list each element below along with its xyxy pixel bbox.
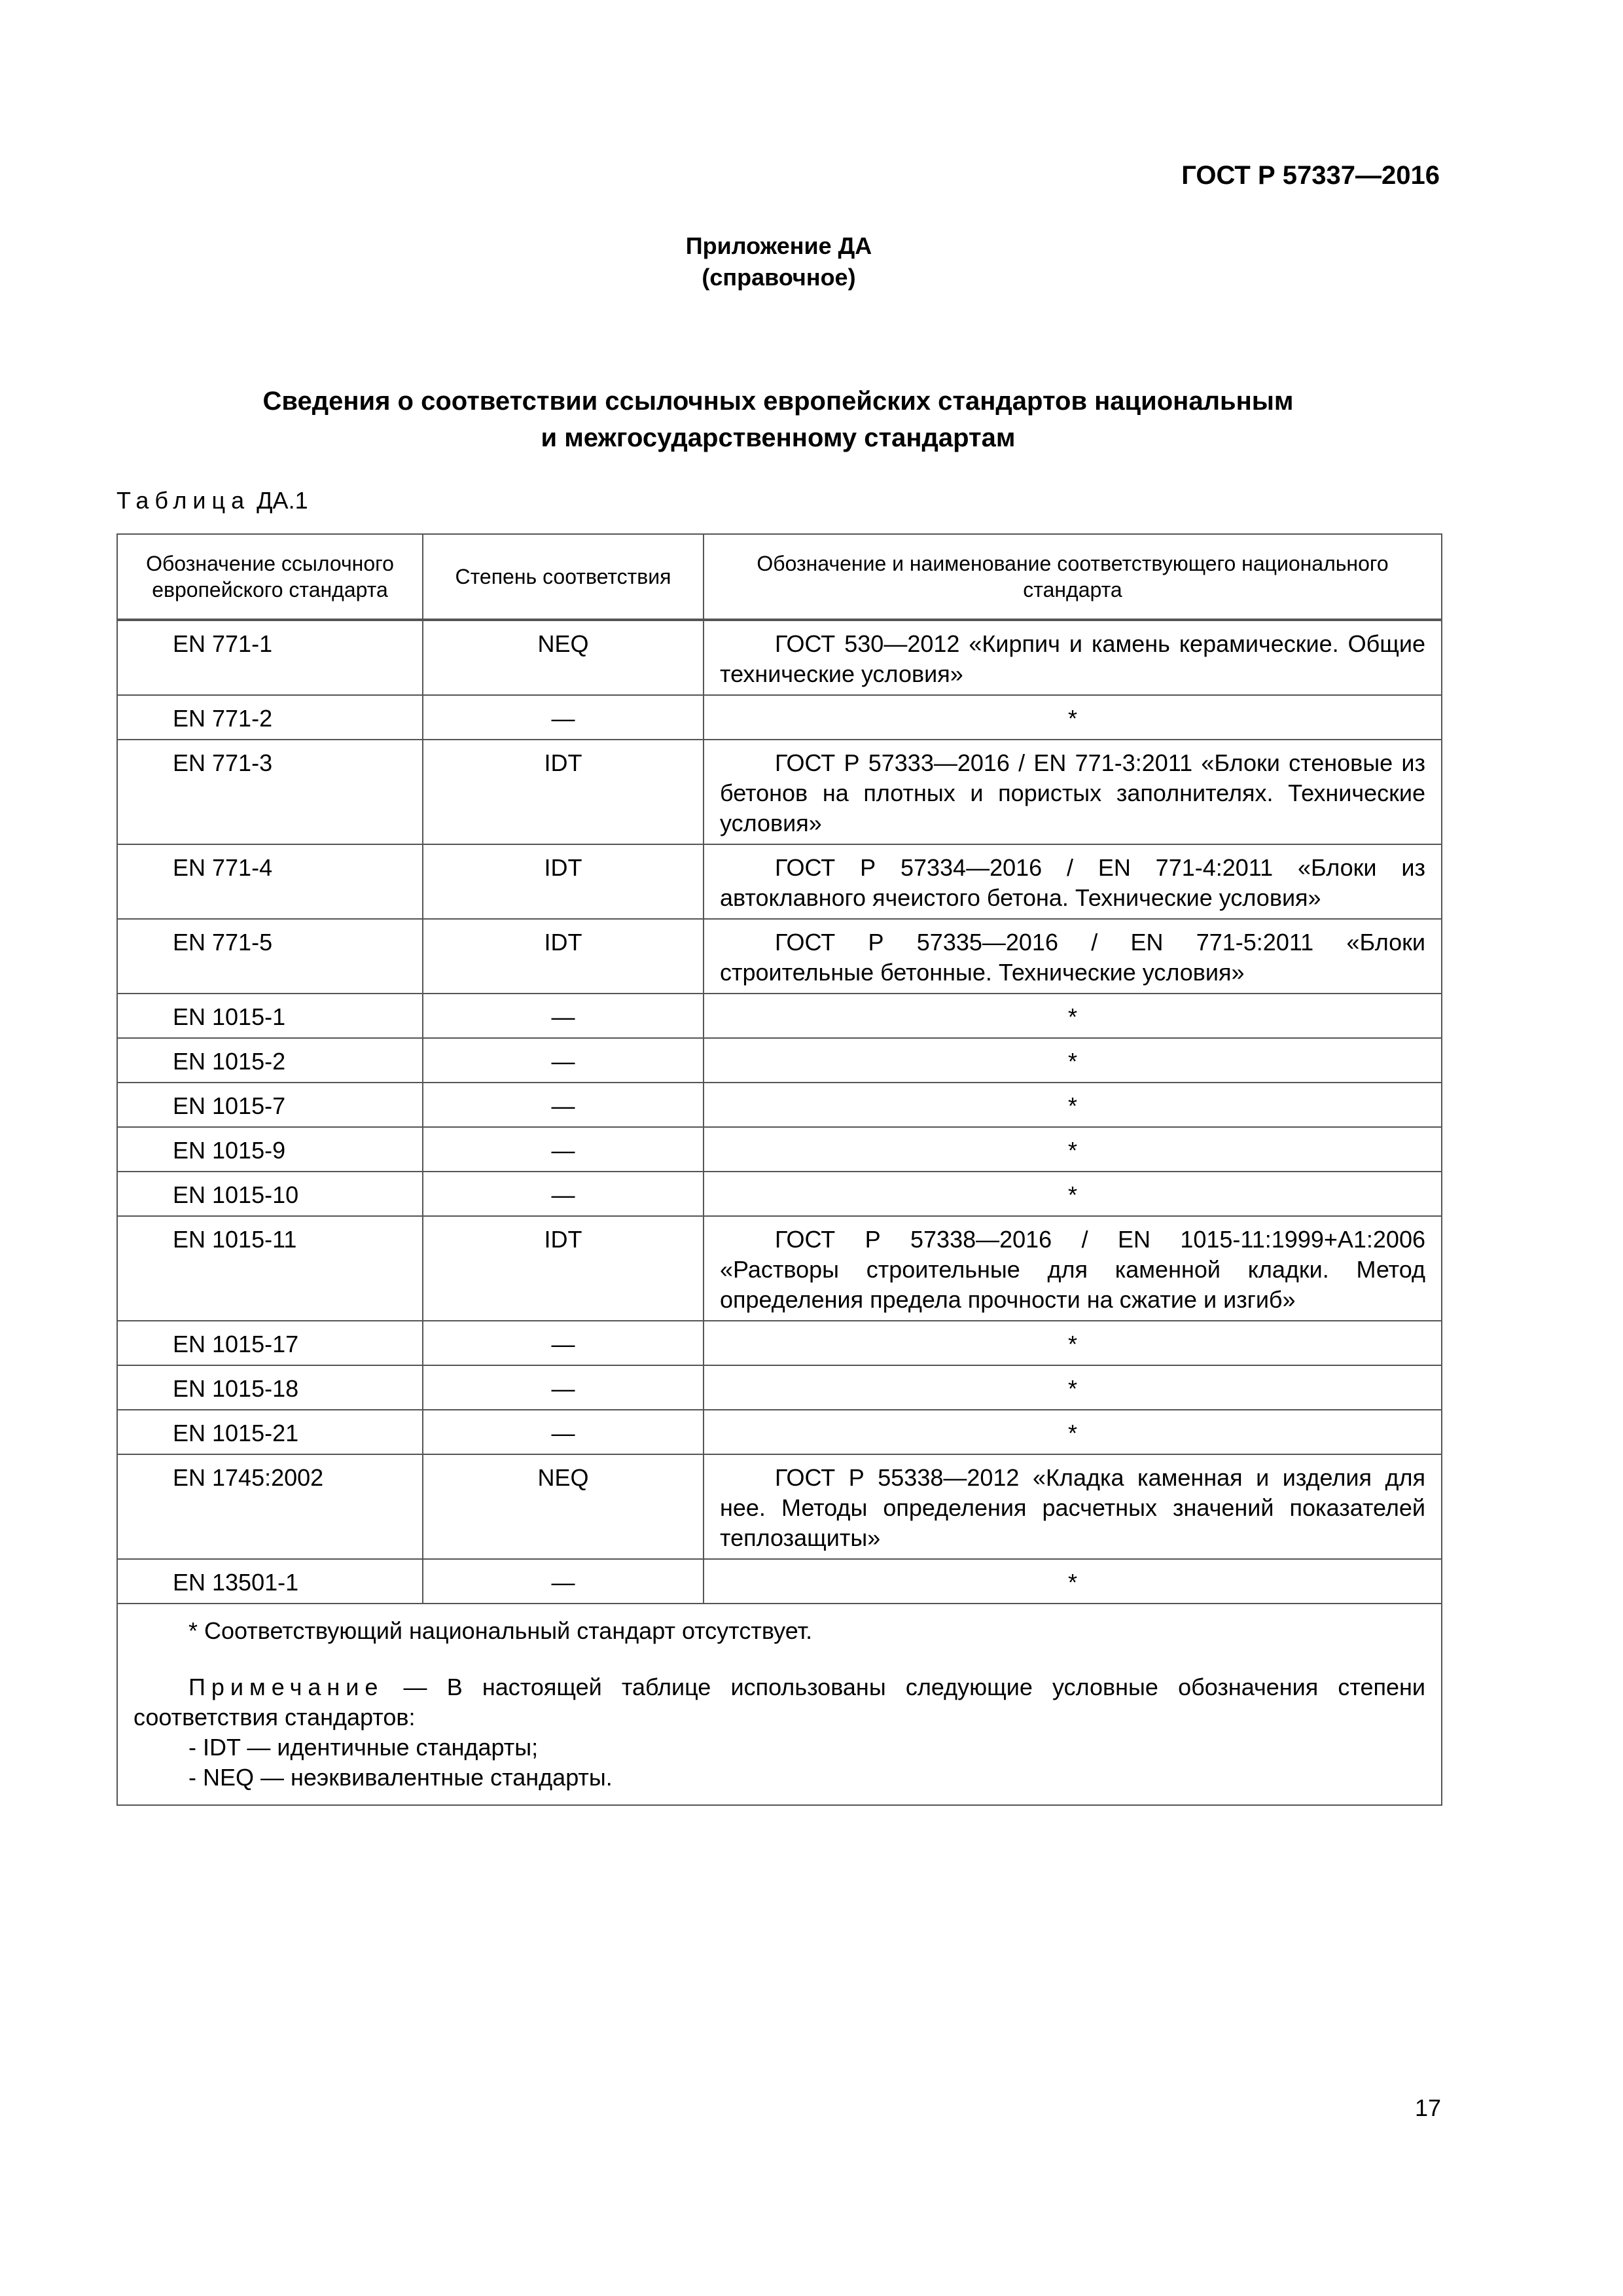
cell-national-standard: * — [704, 1083, 1442, 1127]
table-row — [117, 1559, 1442, 1604]
table-row — [117, 695, 1442, 740]
cell-national-standard: * — [704, 1410, 1442, 1454]
document-code: ГОСТ Р 57337—2016 — [1181, 161, 1440, 190]
table-row — [117, 1038, 1442, 1083]
table-row — [117, 1365, 1442, 1410]
note-text: — В настоящей таблице использованы следующие условные обозначения степени соответствия стандартов: — [134, 1674, 1425, 1731]
table-row — [117, 1321, 1442, 1365]
cell-national-standard: * — [704, 994, 1442, 1038]
cell-degree: NEQ — [423, 1454, 704, 1559]
table-row — [117, 994, 1442, 1038]
cell-national-standard: * — [704, 1127, 1442, 1172]
cell-degree: NEQ — [423, 620, 704, 695]
cell-national-standard: * — [704, 1365, 1442, 1410]
table-caption-word: Таблица — [116, 487, 251, 514]
table-row — [117, 1127, 1442, 1172]
cell-standard-code: EN 1015-21 — [117, 1410, 423, 1454]
cell-national-standard: * — [704, 1559, 1442, 1604]
cell-degree: — — [423, 1321, 704, 1365]
appendix-heading — [0, 230, 1558, 293]
cell-standard-code: EN 771-2 — [117, 695, 423, 740]
cell-standard-code: EN 771-3 — [117, 740, 423, 844]
cell-degree: — — [423, 1410, 704, 1454]
appendix-type: (справочное) — [702, 264, 856, 291]
cell-national-standard: * — [704, 695, 1442, 740]
cell-national-standard: * — [704, 1038, 1442, 1083]
table-row — [117, 1454, 1442, 1559]
page-number: 17 — [1414, 2094, 1441, 2121]
note-label: Примечание — [188, 1674, 384, 1700]
cell-standard-code: EN 1015-18 — [117, 1365, 423, 1410]
note-paragraph — [134, 1672, 1425, 1732]
cell-standard-code: EN 771-4 — [117, 844, 423, 919]
cell-national-standard: ГОСТ Р 57335—2016 / EN 771-5:2011 «Блоки строительные бетонные. Технические условия» — [704, 919, 1442, 994]
cell-degree: — — [423, 994, 704, 1038]
cell-national-standard: * — [704, 1321, 1442, 1365]
table-caption-number: ДА.1 — [257, 487, 308, 514]
table-row — [117, 1172, 1442, 1216]
cell-degree: — — [423, 695, 704, 740]
table-row — [117, 1083, 1442, 1127]
header-national-standard: Обозначение и наименование соответствующего национального стандарта — [704, 534, 1442, 620]
cell-national-standard: ГОСТ Р 57333—2016 / EN 771-3:2011 «Блоки стеновые из бетонов на плотных и пористых заполнителях. Технические условия» — [704, 740, 1442, 844]
cell-national-standard: ГОСТ Р 57334—2016 / EN 771-4:2011 «Блоки из автоклавного ячеистого бетона. Технические условия» — [704, 844, 1442, 919]
cell-standard-code: EN 1015-2 — [117, 1038, 423, 1083]
section-heading-line-1: Сведения о соответствии ссылочных европейских стандартов национальным — [262, 387, 1294, 416]
footnote: * Соответствующий национальный стандарт отсутствует. — [188, 1617, 813, 1644]
table-row — [117, 844, 1442, 919]
cell-degree: IDT — [423, 844, 704, 919]
correspondence-table — [116, 533, 1442, 1806]
cell-degree: IDT — [423, 740, 704, 844]
cell-national-standard: ГОСТ Р 55338—2012 «Кладка каменная и изделия для нее. Методы определения расчетных значений показателей теплозащиты» — [704, 1454, 1442, 1559]
cell-standard-code: EN 1015-11 — [117, 1216, 423, 1321]
table-row — [117, 740, 1442, 844]
cell-degree: — — [423, 1127, 704, 1172]
cell-degree: — — [423, 1559, 704, 1604]
cell-degree: — — [423, 1172, 704, 1216]
cell-standard-code: EN 1015-1 — [117, 994, 423, 1038]
table-header-row — [117, 534, 1442, 620]
table-row — [117, 919, 1442, 994]
table-row — [117, 620, 1442, 695]
cell-standard-code: EN 771-1 — [117, 620, 423, 695]
cell-standard-code: EN 1745:2002 — [117, 1454, 423, 1559]
cell-degree: — — [423, 1038, 704, 1083]
cell-degree: — — [423, 1083, 704, 1127]
cell-degree: IDT — [423, 1216, 704, 1321]
section-heading — [116, 383, 1440, 456]
cell-national-standard: ГОСТ Р 57338—2016 / EN 1015-11:1999+A1:2006 «Растворы строительные для каменной кладки. Метод определения предела прочности на сжатие и изгиб» — [704, 1216, 1442, 1321]
cell-standard-code: EN 1015-17 — [117, 1321, 423, 1365]
cell-standard-code: EN 13501-1 — [117, 1559, 423, 1604]
table-row — [117, 1216, 1442, 1321]
note-item-idt: - IDT — идентичные стандарты; — [188, 1734, 539, 1761]
header-degree: Степень соответствия — [423, 534, 704, 620]
section-heading-line-2: и межгосударственному стандартам — [541, 423, 1016, 452]
appendix-title: Приложение ДА — [685, 232, 872, 259]
header-reference-standard: Обозначение ссылочного европейского стандарта — [117, 534, 423, 620]
cell-national-standard: * — [704, 1172, 1442, 1216]
cell-degree: IDT — [423, 919, 704, 994]
cell-standard-code: EN 1015-10 — [117, 1172, 423, 1216]
table-notes-row — [117, 1604, 1442, 1805]
table-row — [117, 1410, 1442, 1454]
cell-standard-code: EN 771-5 — [117, 919, 423, 994]
cell-national-standard: ГОСТ 530—2012 «Кирпич и камень керамические. Общие технические условия» — [704, 620, 1442, 695]
note-item-neq: - NEQ — неэквивалентные стандарты. — [188, 1764, 613, 1791]
cell-degree: — — [423, 1365, 704, 1410]
cell-standard-code: EN 1015-7 — [117, 1083, 423, 1127]
table-caption — [116, 487, 308, 514]
table-notes — [117, 1604, 1442, 1805]
cell-standard-code: EN 1015-9 — [117, 1127, 423, 1172]
